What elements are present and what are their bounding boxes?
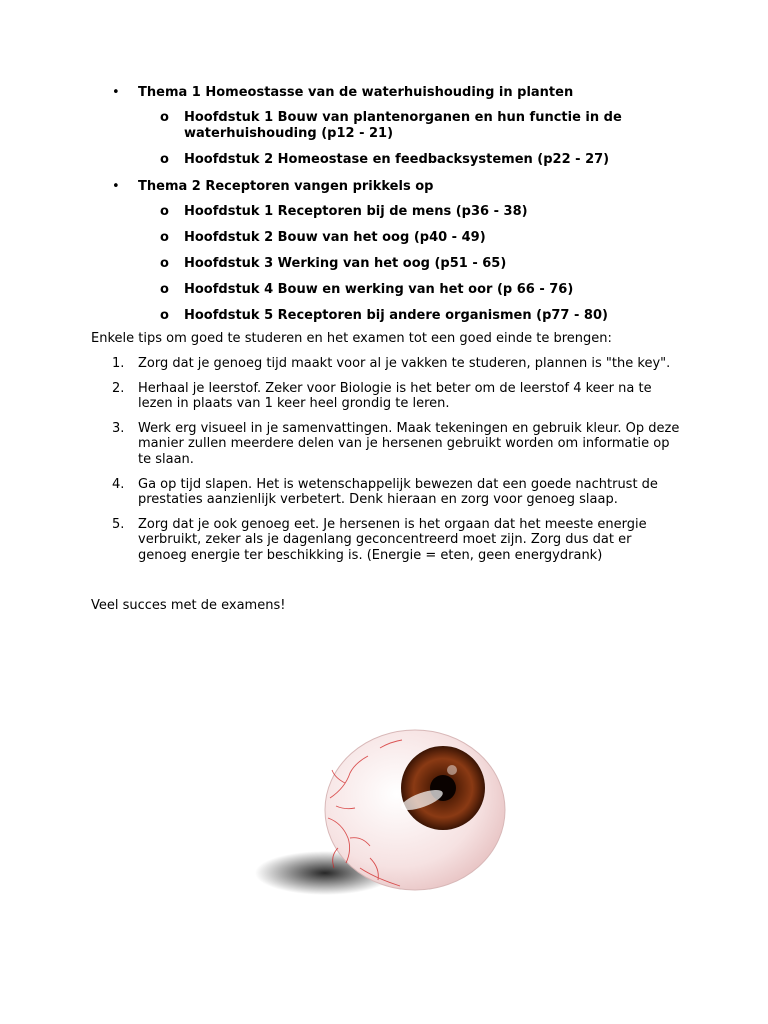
tip-text: Zorg dat je ook genoeg eet. Je hersenen is het orgaan dat het meeste energie verbruikt, zeker als je dagenlang geconcentreerd moet zijn. Zorg dus dat er genoeg energie ter beschikking is. (Energie = eten, geen energydrank) [138,516,647,563]
closing-line: Veel succes met de examens! [91,598,286,613]
tip-number: 1. [112,356,125,371]
theme-list [0,84,768,334]
theme-item [0,84,768,168]
chapter-item [138,152,634,168]
chapter-list [138,110,768,168]
circle-bullet-icon: o [160,256,169,271]
bullet-icon: • [112,179,120,194]
chapter-title: Hoofdstuk 2 Homeostase en feedbacksystemen (p22 - 27) [184,152,610,167]
chapter-title: Hoofdstuk 1 Bouw van plantenorganen en hun functie in de waterhuishouding (p12 - 21) [184,110,622,141]
theme-title: Thema 2 Receptoren vangen prikkels op [138,179,434,194]
chapter-title: Hoofdstuk 3 Werking van het oog (p51 - 65) [184,256,507,271]
tip-text: Zorg dat je genoeg tijd maakt voor al je vakken te studeren, plannen is "the key". [138,356,671,371]
circle-bullet-icon: o [160,110,169,125]
tip-item [0,356,683,372]
circle-bullet-icon: o [160,230,169,245]
tip-number: 2. [112,380,125,396]
eyeball-illustration [250,718,520,908]
chapter-item [138,110,634,142]
circle-bullet-icon: o [160,308,169,323]
tips-intro: Enkele tips om goed te studeren en het examen tot een goed einde te brengen: [91,331,612,346]
tip-item [0,477,683,508]
tip-item [0,421,683,468]
chapter-item [138,308,634,324]
theme-title: Thema 1 Homeostasse van de waterhuishouding in planten [138,85,574,100]
tip-text: Werk erg visueel in je samenvattingen. Maak tekeningen en gebruik kleur. Op deze manier zullen meerdere delen van je hersenen gebruikt worden om informatie op te slaan. [138,420,680,467]
tip-item [0,517,683,564]
tip-number: 5. [112,516,125,532]
tip-text: Herhaal je leerstof. Zeker voor Biologie is het beter om de leerstof 4 keer na te lezen in plaats van 1 keer heel grondig te leren. [138,380,652,412]
tip-text: Ga op tijd slapen. Het is wetenschappelijk bewezen dat een goede nachtrust de prestaties aanzienlijk verbetert. Denk hieraan en zorg voor genoeg slaap. [138,476,658,508]
tip-item [0,381,683,412]
chapter-item [138,256,634,272]
eye-highlight-small [447,765,457,775]
circle-bullet-icon: o [160,282,169,297]
chapter-item [138,282,634,298]
theme-item [0,178,768,324]
chapter-item [138,230,634,246]
chapter-title: Hoofdstuk 2 Bouw van het oog (p40 - 49) [184,230,486,245]
tip-number: 3. [112,420,125,436]
circle-bullet-icon: o [160,152,169,167]
chapter-item [138,204,634,220]
chapter-list [138,204,768,324]
tips-list [0,356,768,573]
circle-bullet-icon: o [160,204,169,219]
chapter-title: Hoofdstuk 4 Bouw en werking van het oor (p 66 - 76) [184,282,574,297]
tip-number: 4. [112,476,125,492]
chapter-title: Hoofdstuk 5 Receptoren bij andere organismen (p77 - 80) [184,308,608,323]
chapter-title: Hoofdstuk 1 Receptoren bij de mens (p36 - 38) [184,204,528,219]
bullet-icon: • [112,85,120,100]
